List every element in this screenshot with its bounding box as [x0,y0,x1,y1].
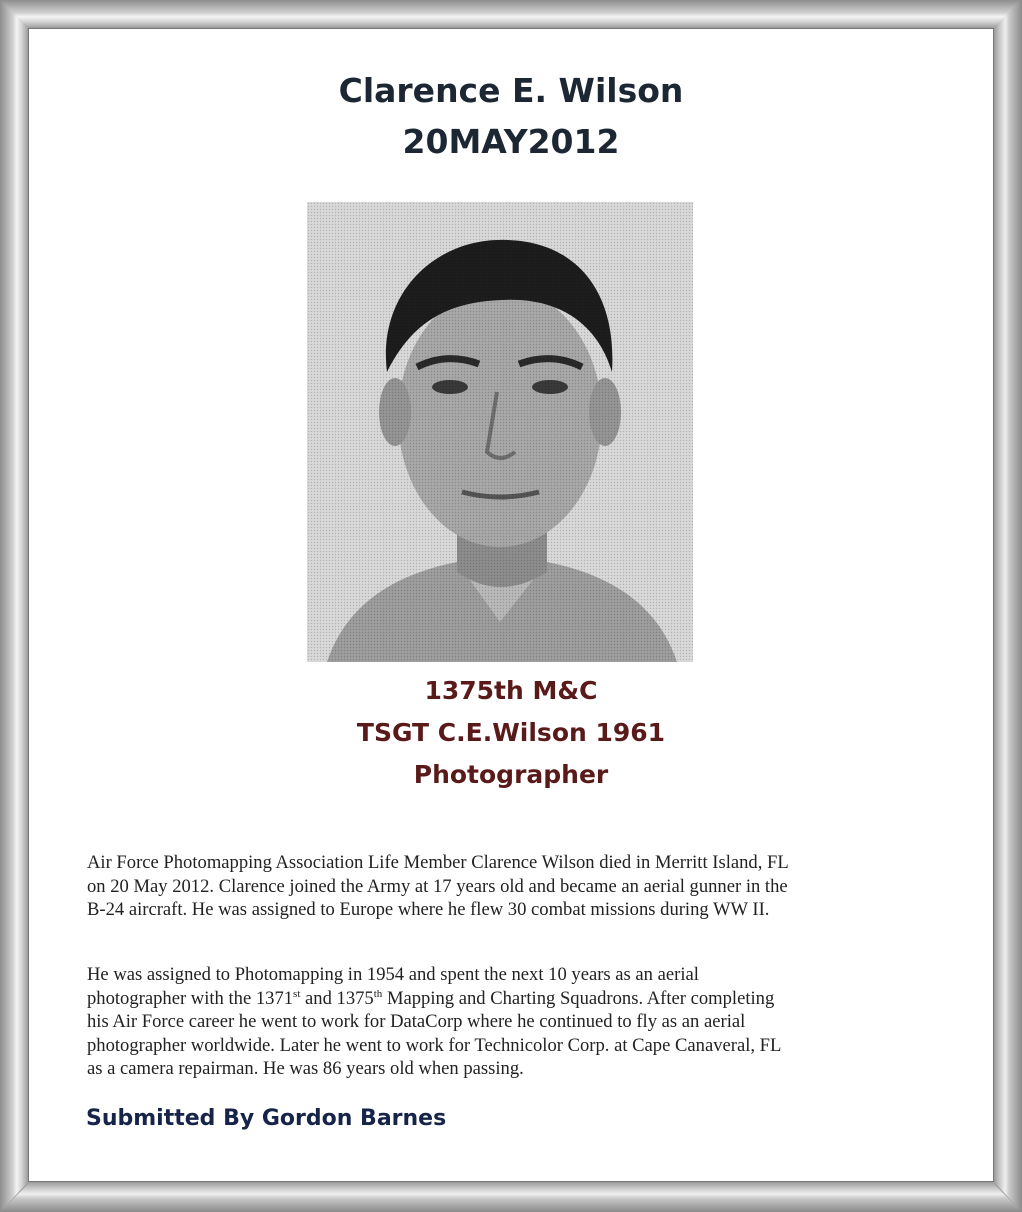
paragraph-line: He was assigned to Photomapping in 1954 and spent the next 10 years as an aerial [87,964,699,985]
ordinal-suffix: th [373,987,383,1000]
paragraph-text: and 1375 [300,987,374,1009]
frame-bottom-edge [0,1182,1022,1212]
portrait-photo [307,202,693,662]
paragraph-line: on 20 May 2012. Clarence joined the Army at 17 years old and became an aerial gunner in the [87,875,788,897]
portrait-illustration [307,202,693,662]
obituary-paragraph-1 [87,851,967,922]
ordinal-suffix: st [293,987,301,1000]
caption-unit: 1375th M&C [424,676,598,705]
paragraph-line: as a camera repairman. He was 86 years old when passing. [87,1058,524,1079]
paragraph-text: photographer with the 1371 [87,987,294,1009]
paragraph-line: B-24 aircraft. He was assigned to Europe where he flew 30 combat missions during WW II. [87,899,770,920]
paragraph-line [87,987,967,1011]
paragraph-line: photographer worldwide. Later he went to work for Technicolor Corp. at Cape Canaveral, FL [87,1034,782,1056]
frame-left-edge [0,0,28,1212]
submitted-by: Submitted By Gordon Barnes [86,1106,447,1131]
paragraph-text: Mapping and Charting Squadrons. After completing [382,987,775,1009]
caption-role: Photographer [413,760,609,789]
frame-right-edge [994,0,1022,1212]
caption-rank-name: TSGT C.E.Wilson 1961 [356,718,666,747]
paragraph-line: Air Force Photomapping Association Life Member Clarence Wilson died in Merritt Island, FL [87,852,789,873]
obituary-paragraph-2 [87,963,967,1081]
memorial-page [28,28,994,1182]
memorial-date: 20MAY2012 [402,122,620,161]
memorial-name: Clarence E. Wilson [338,71,684,110]
paragraph-line: his Air Force career he went to work for DataCorp where he continued to fly as an aerial [87,1011,746,1032]
frame-top-edge [0,0,1022,28]
